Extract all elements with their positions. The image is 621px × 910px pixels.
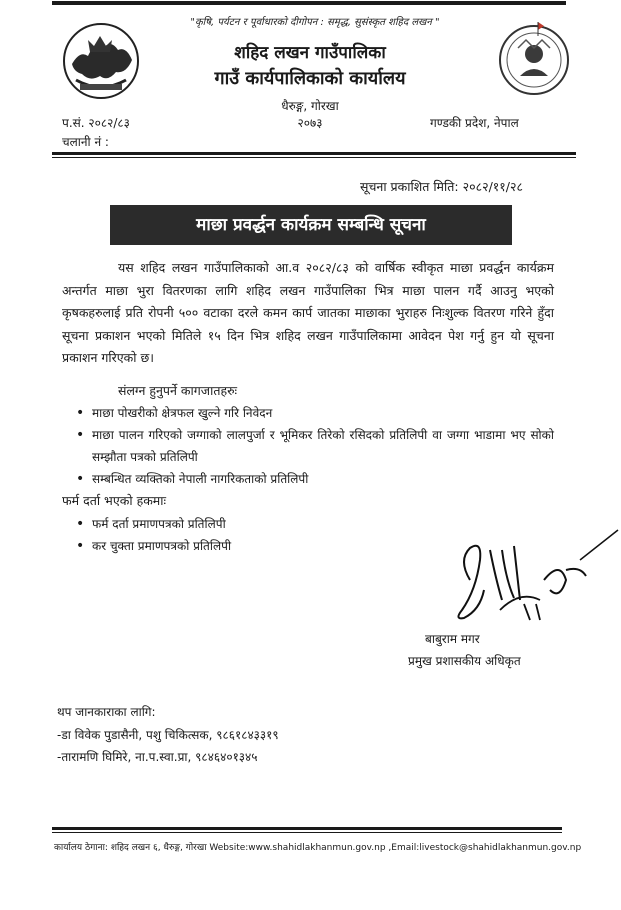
- established-year: २०७३: [297, 116, 323, 130]
- list-item: • सम्बन्धित व्यक्तिको नेपाली नागरिकताको प्रतिलिपी: [76, 471, 309, 487]
- list-item: • माछा पोखरीको क्षेत्रफल खुल्ने गरि निवेदन: [76, 405, 273, 421]
- firm-heading: फर्म दर्ता भएको हकमाः: [62, 493, 167, 508]
- province-label: गण्डकी प्रदेश, नेपाल: [430, 116, 519, 130]
- signatory-name: बाबुराम मगर: [425, 632, 480, 646]
- notice-title: माछा प्रवर्द्धन कार्यक्रम सम्बन्धि सूचना: [110, 205, 512, 245]
- dispatch-number: चलानी नं :: [62, 135, 109, 149]
- contact-line: -तारामणि घिमिरे, ना.प.स्वा.प्रा, ९८४६४०१३४५: [57, 750, 258, 764]
- header-rule-thin: [52, 157, 576, 158]
- published-date: सूचना प्रकाशित मिति: २०८२/११/२८: [360, 179, 524, 194]
- footer-rule-thin: [52, 832, 562, 833]
- contact-heading: थप जानकाराका लागि:: [57, 705, 156, 719]
- nepal-emblem-icon: [60, 20, 142, 102]
- top-rule: [52, 1, 566, 5]
- documents-list: [62, 402, 554, 490]
- footer-address: कार्यालय ठेगाना: शहिद लखन ६, धैरुङ्ग, गोरखा Website:www.shahidlakhanmun.gov.np ,Email:livestock@shahidlakhanmun.gov.np: [54, 843, 582, 853]
- office-name: शहिद लखन गाउँपालिका: [234, 43, 386, 63]
- office-subtitle: गाउँ कार्यपालिकाको कार्यालय: [214, 68, 406, 89]
- list-item: • कर चुक्ता प्रमाणपत्रको प्रतिलिपी: [76, 537, 232, 554]
- municipality-logo-icon: [494, 18, 574, 98]
- signatory-title: प्रमुख प्रशासकीय अधिकृत: [408, 654, 521, 668]
- reference-number: प.सं. २०८२/८३: [62, 116, 130, 130]
- header-rule: [52, 152, 576, 155]
- slogan: "कृषि, पर्यटन र पूर्वाधारको दीगोपन : समृद्ध, सुसंस्कृत शहिद लखन ": [190, 17, 440, 28]
- contact-line: -डा विवेक पुडासैनी, पशु चिकित्सक, ९८६१८४३३१९: [57, 728, 279, 742]
- notice-paragraph: यस शहिद लखन गाउँपालिकाको आ.व २०८२/८३ को वार्षिक स्वीकृत माछा प्रवर्द्धन कार्यक्रम अन्तर्गत माछा भुरा वितरणका लागि शहिद लखन गाउँपालिका भित्र माछा पालन गर्दै आउनु भएको कृषकहरुलाई प्रति रोपनी ५०० वटाका दरले कमन कार्प जातका माछाका भुराहरु निःशुल्क वितरण गरिने हुँदा सूचना प्रकाशन भएको मितिले १५ दिन भित्र शहिद लखन गाउँपालिकामा आवेदन पेश गर्नु हुन यो सूचना प्रकाशन गरिएको छ।: [62, 260, 554, 365]
- list-item: • फर्म दर्ता प्रमाणपत्रको प्रतिलिपी: [76, 515, 226, 532]
- documents-heading: संलग्न हुनुपर्ने कागजातहरुः: [118, 382, 238, 398]
- list-item: • माछा पालन गरिएको जग्गाको लालपुर्जा र भूमिकर तिरेको रसिदको प्रतिलिपी वा जग्गा भाडामा भए सोको सम्झौता पत्रको प्रतिलिपी: [76, 427, 554, 464]
- footer-rule: [52, 827, 562, 830]
- notice-body: [62, 257, 554, 557]
- office-address: धैरुङ्ग, गोरखा: [281, 99, 339, 113]
- signature-image: [440, 520, 620, 640]
